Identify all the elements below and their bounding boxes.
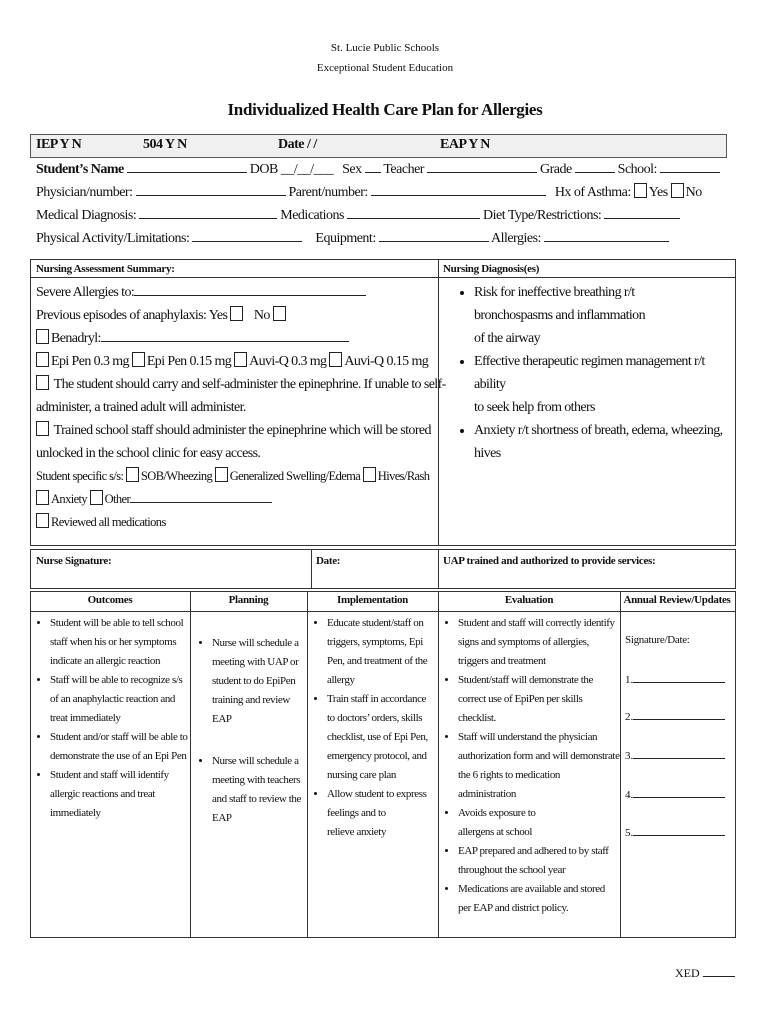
assessment-body [36,281,446,534]
diagnosis-heading: Nursing Diagnosis(es) [443,263,540,275]
allergies-label: Allergies: [490,231,541,246]
evaluation-list [442,614,620,918]
outcome-item: • Student will be able to tell school staff when his or her symptoms indicate an allergic reaction [50,614,189,671]
implementation-item: • Educate student/staff on triggers, symptoms, Epi Pen, and treatment of the allergy [327,614,438,690]
asthma-yes-checkbox[interactable] [634,183,647,198]
teacher-field[interactable] [427,160,537,173]
column-header-evaluation: Evaluation [504,594,554,606]
planning-list [196,634,308,729]
activity-label: Physical Activity/Limitations: [36,231,190,246]
sob-checkbox[interactable] [126,467,139,482]
asthma-label: Hx of Asthma: [554,185,631,200]
sex-field[interactable] [365,160,381,173]
diagnosis-field[interactable] [139,206,277,219]
activity-field[interactable] [192,229,302,242]
review-line-3[interactable]: 3. [625,748,725,764]
assessment-heading: Nursing Assessment Summary: [36,263,175,275]
other-label: Other [104,492,131,506]
equipment-label: Equipment: [315,231,376,246]
page-title: Individualized Health Care Plan for Allergies [227,100,543,119]
school-label: School: [617,162,657,177]
student-name-label: Student’s Name [36,162,124,177]
reviewed-meds-checkbox[interactable] [36,513,49,528]
staff-administer-checkbox[interactable] [36,421,49,436]
physician-field[interactable] [136,183,286,196]
diagnosis-label: Medical Diagnosis: [36,208,137,223]
review-signature-label: Signature/Date: [625,634,690,646]
info-row-2 [36,183,702,202]
column-header-outcomes: Outcomes [87,594,133,606]
uap-label: UAP trained and authorized to provide services: [443,555,656,567]
severe-allergies-label: Severe Allergies to: [36,285,135,300]
column-header-planning: Planning [228,594,269,606]
hives-label: Hives/Rash [377,469,430,483]
iep-field[interactable]: IEP Y N [36,137,82,152]
physician-label: Physician/number: [36,185,133,200]
symptoms-label: Student specific s/s: [36,469,124,483]
diagnosis-item: • Anxiety r/t shortness of breath, edema, wheezing, hives [474,419,733,465]
implementation-list [311,614,438,842]
dob-field[interactable]: __/__/___ [280,162,334,177]
epi-03-label: Epi Pen 0.3 mg [51,354,129,369]
allergies-field[interactable] [544,229,669,242]
benadryl-field[interactable] [101,329,349,342]
diagnosis-list [458,281,733,465]
severe-allergies-field[interactable] [134,283,366,296]
anaphylaxis-yes-checkbox[interactable] [230,306,243,321]
info-row-4 [36,229,669,248]
evaluation-item: • Student/staff will demonstrate the correct use of EpiPen per skills checklist. [458,671,620,728]
benadryl-label: Benadryl: [51,331,101,346]
sob-label: SOB/Wheezing [140,469,213,483]
s504-field[interactable]: 504 Y N [143,137,187,152]
column-header-review: Annual Review/Updates [623,594,731,606]
anxiety-checkbox[interactable] [36,490,49,505]
diet-field[interactable] [604,206,680,219]
implementation-item: • Allow student to express feelings and to relieve anxiety [327,785,438,842]
self-administer-checkbox[interactable] [36,375,49,390]
info-row-3 [36,206,680,225]
other-checkbox[interactable] [90,490,103,505]
xed-footer: XED [675,966,735,981]
review-line-2[interactable]: 2. [625,709,725,725]
eap-field[interactable]: EAP Y N [440,137,490,152]
epi-03-checkbox[interactable] [36,352,49,367]
parent-field[interactable] [371,183,546,196]
asthma-no-label: No [685,185,702,200]
planning-item: • Nurse will schedule a meeting with UAP or student to do EpiPen training and review EAP [212,634,308,729]
plan-type-bar [30,134,727,158]
anaphylaxis-no-checkbox[interactable] [273,306,286,321]
nurse-signature-label: Nurse Signature: [36,555,112,567]
outcome-item: • Student and staff will identify allergic reactions and treat immediately [50,766,189,823]
anxiety-label: Anxiety [51,492,88,506]
self-administer-text-2: administer, a trained adult will administer. [36,400,246,415]
auvi-03-checkbox[interactable] [234,352,247,367]
date-field[interactable]: Date / / [278,137,317,152]
review-line-5[interactable]: 5. [625,825,725,841]
diet-label: Diet Type/Restrictions: [482,208,602,223]
grade-field[interactable] [575,160,615,173]
medications-field[interactable] [347,206,480,219]
epi-015-checkbox[interactable] [132,352,145,367]
auvi-015-label: Auvi-Q 0.15 mg [344,354,429,369]
swelling-checkbox[interactable] [215,467,228,482]
sex-label: Sex [342,162,362,177]
anaphylaxis-no-label: No [253,308,270,323]
outcome-item: • Staff will be able to recognize s/s of an anaphylactic reaction and treat immediately [50,671,189,728]
swelling-label: Generalized Swelling/Edema [229,469,361,483]
review-line-4[interactable]: 4. [625,787,725,803]
anaphylaxis-label: Previous episodes of anaphylaxis: Yes [36,308,228,323]
auvi-015-checkbox[interactable] [329,352,342,367]
equipment-field[interactable] [379,229,489,242]
diagnosis-item: • Risk for ineffective breathing r/t bronchospasms and inflammation of the airway [474,281,733,350]
planning-list-2 [196,752,308,828]
benadryl-checkbox[interactable] [36,329,49,344]
planning-item: • Nurse will schedule a meeting with teachers and staff to review the EAP [212,752,308,828]
other-field[interactable] [130,490,272,503]
epi-015-label: Epi Pen 0.15 mg [146,354,232,369]
grade-label: Grade [539,162,572,177]
asthma-yes-label: Yes [648,185,668,200]
reviewed-meds-label: Reviewed all medications [51,515,166,529]
outcome-item: • Student and/or staff will be able to demonstrate the use of an Epi Pen [50,728,189,766]
parent-label: Parent/number: [288,185,368,200]
evaluation-item: • Student and staff will correctly identify signs and symptoms of allergies, triggers and treatment [458,614,620,671]
department-name: Exceptional Student Education [316,62,454,74]
hives-checkbox[interactable] [363,467,376,482]
evaluation-item: • Avoids exposure to allergens at school [458,804,620,842]
teacher-label: Teacher [383,162,424,177]
staff-administer-text-2: unlocked in the school clinic for easy access. [36,446,261,461]
diagnosis-item: • Effective therapeutic regimen management r/t ability to seek help from others [474,350,733,419]
self-administer-text-1: The student should carry and self-administer the epinephrine. If unable to self- [51,377,446,392]
outcomes-list [34,614,189,823]
evaluation-item: • Medications are available and stored per EAP and district policy. [458,880,620,918]
implementation-item: • Train staff in accordance to doctors’ orders, skills checklist, use of Epi Pen, emergency protocol, and nursing care plan [327,690,438,785]
school-field[interactable] [660,160,720,173]
auvi-03-label: Auvi-Q 0.3 mg [249,354,327,369]
evaluation-item: • Staff will understand the physician authorization form and will demonstrate the 6 rights to medication administration [458,728,620,804]
signature-date-label: Date: [316,555,341,567]
student-name-field[interactable] [127,160,247,173]
column-header-implementation: Implementation [337,594,408,606]
medications-label: Medications [280,208,344,223]
dob-label: DOB [249,162,278,177]
evaluation-item: • EAP prepared and adhered to by staff throughout the school year [458,842,620,880]
info-row-1 [36,160,720,179]
org-name: St. Lucie Public Schools [330,42,440,54]
asthma-no-checkbox[interactable] [671,183,684,198]
staff-administer-text-1: Trained school staff should administer the epinephrine which will be stored [51,423,431,438]
review-line-1[interactable]: 1. [625,672,725,688]
